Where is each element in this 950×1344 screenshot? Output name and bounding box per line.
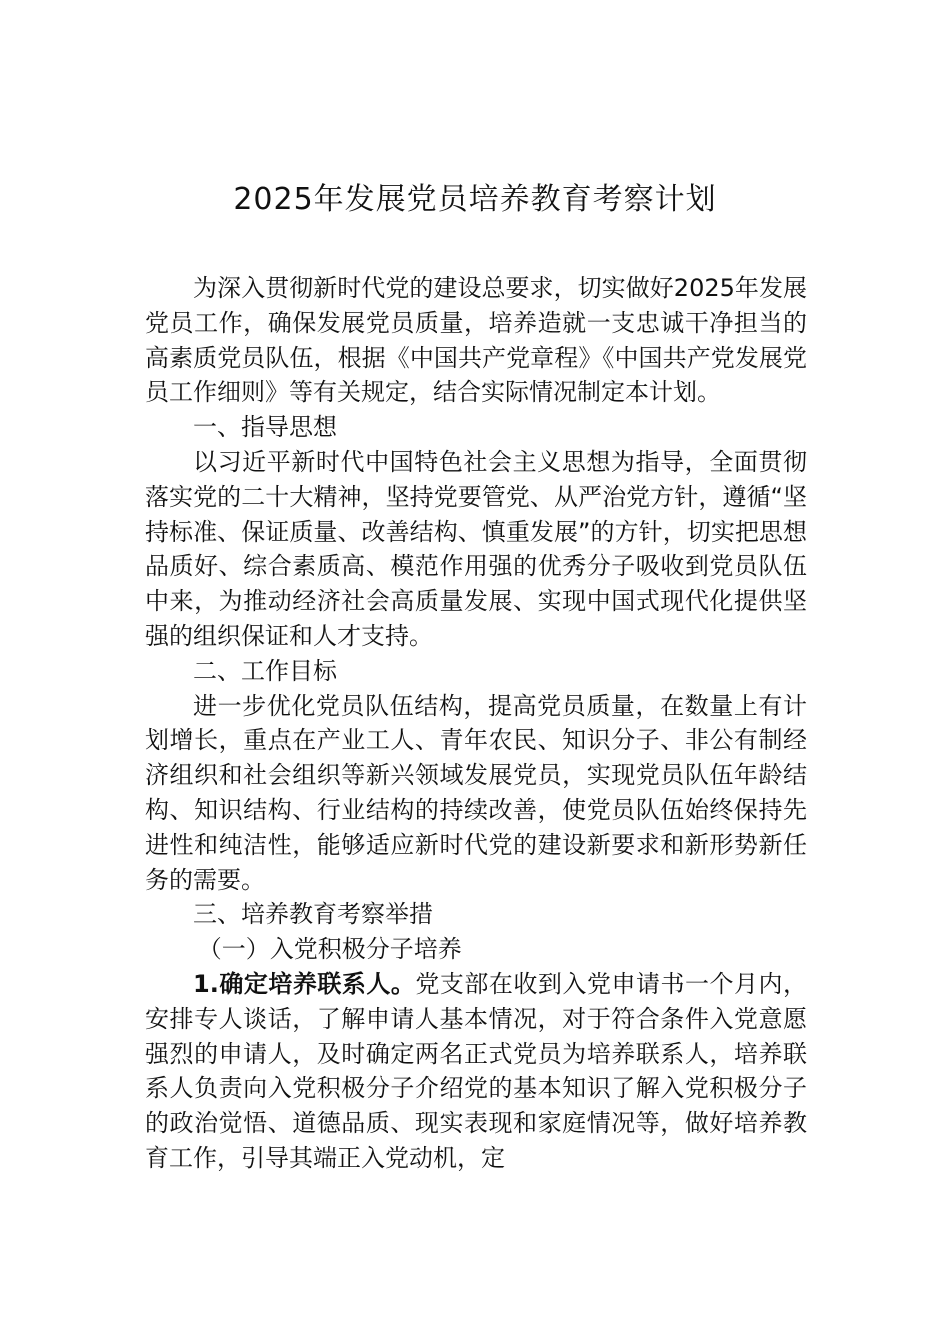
intro-paragraph: 为深入贯彻新时代党的建设总要求，切实做好2025年发展党员工作，确保发展党员质量，培养造就一支忠诚干净担当的高素质党员队伍，根据《中国共产党章程》《中国共产党发展党员工作细则》等有关规定，结合实际情况制定本计划。 — [145, 274, 807, 407]
work-goals-paragraph: 进一步优化党员队伍结构，提高党员质量，在数量上有计划增长，重点在产业工人、青年农民、知识分子、非公有制经济组织和社会组织等新兴领域发展党员，实现党员队伍年龄结构、知识结构、行业结构的持续改善，使党员队伍始终保持先进性和纯洁性，能够适应新时代党的建设新要求和新形势新任务的需要。 — [145, 691, 807, 894]
item-lead-contact-person: 1.确定培养联系人。 — [193, 969, 416, 998]
document-title: 2025年发展党员培养教育考察计划 — [233, 182, 717, 217]
section-heading-measures: 三、培养教育考察举措 — [193, 900, 433, 929]
item-paragraph-contact-person — [145, 967, 807, 1176]
subsection-heading-activist-training: （一）入党积极分子培养 — [197, 935, 462, 964]
document-body — [145, 271, 807, 1176]
section-heading-work-goals: 二、工作目标 — [193, 656, 337, 685]
item-body-contact-person: 党支部在收到入党申请书一个月内，安排专人谈话，了解申请人基本情况，对于符合条件入党意愿强烈的申请人，及时确定两名正式党员为培养联系人，培养联系人负责向入党积极分子介绍党的基本知识了解入党积极分子的政治觉悟、道德品质、现实表现和家庭情况等，做好培养教育工作，引导其端正入党动机，定 — [145, 969, 807, 1172]
section-heading-guiding-thought: 一、指导思想 — [193, 413, 337, 442]
guiding-thought-paragraph: 以习近平新时代中国特色社会主义思想为指导，全面贯彻落实党的二十大精神，坚持党要管党、从严治党方针，遵循“坚持标准、保证质量、改善结构、慎重发展”的方针，切实把思想品质好、综合素质高、模范作用强的优秀分子吸收到党员队伍中来，为推动经济社会高质量发展、实现中国式现代化提供坚强的组织保证和人才支持。 — [145, 447, 807, 650]
